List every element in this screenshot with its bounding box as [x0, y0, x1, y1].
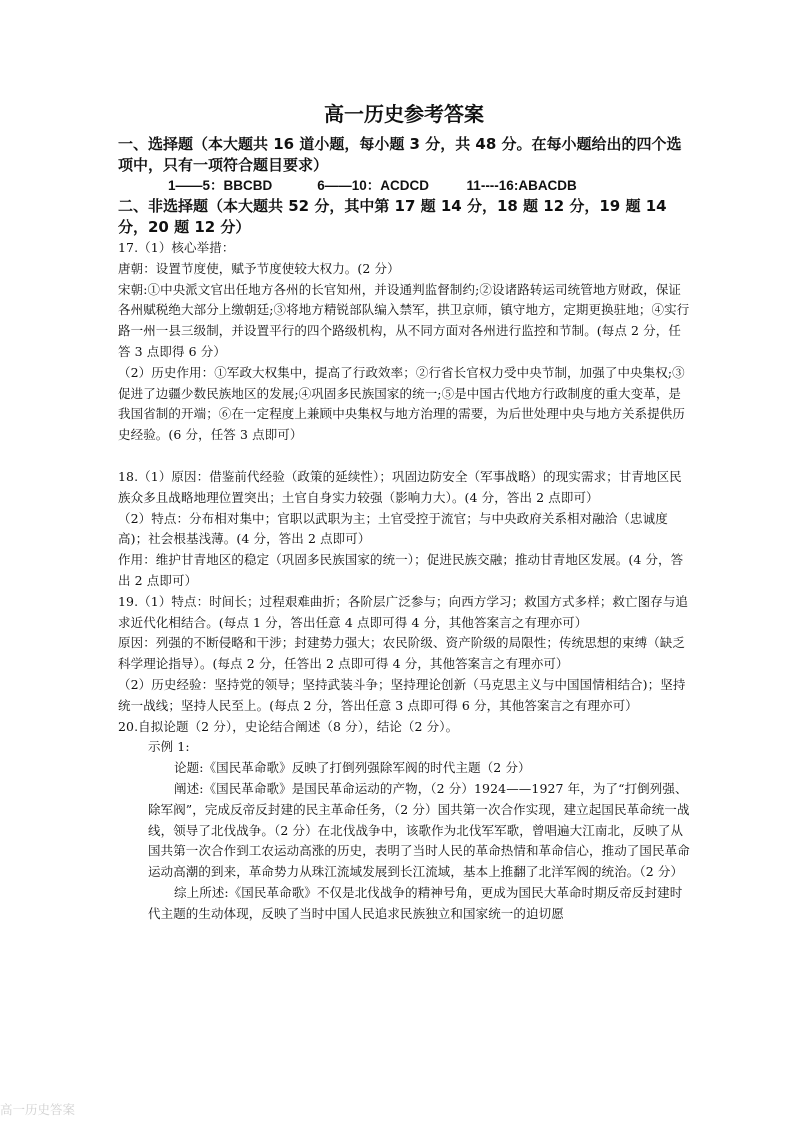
q17-tang-answer: 唐朝：设置节度使，赋予节度使较大权力。(2 分） [118, 260, 400, 276]
q20-thesis: 论题:《国民革命歌》反映了打倒列强除军阀的时代主题（2 分） [174, 760, 531, 776]
q19-part1-features: 19.（1）特点：时间长；过程艰难曲折；各阶层广泛参与；向西方学习；救国方式多样；救亡图存与追求近代化相结合。(每点 1 分，答出任意 4 点即可得 4 分，其他答案言之有理亦可） [118, 593, 689, 630]
q18-part2-effects: 作用：维护甘青地区的稳定（巩固多民族国家的统一）；促进民族交融；推动甘青地区发展。(4 分，答出 2 点即可） [118, 552, 684, 588]
q19-part2-answer: （2）历史经验：坚持党的领导；坚持武装斗争；坚持理论创新（马克思主义与中国国情相结合)；坚持统一战线；坚持人民至上。(每点 2 分，答出任意 3 点即可得 6 分，其他答案言之有理亦可） [118, 676, 686, 713]
q18-part2-features: （2）特点：分布相对集中；官职以武职为主；土官受控于流官；与中央政府关系相对融洽（忠诚度高)；社会根基浅薄。(4 分，答出 2 点即可） [118, 510, 668, 547]
q17-part2-answer: （2）历史作用：①军政大权集中，提高了行政效率；②行省长官权力受中央节制，加强了中央集权;③促进了边疆少数民族地区的发展;④巩固多民族国家的统一;⑤是中国古代地方行政制度的重大变革，是我国省制的开端；⑥在一定程度上兼顾中央集权与地方治理的需要，为后世处理中央与地方关系提供历史经验。(6 分，任答 3 点即可） [118, 364, 686, 443]
q19-part1-reasons: 原因：列强的不断侵略和干涉；封建势力强大；农民阶级、资产阶级的局限性；传统思想的束缚（缺乏科学理论指导）。(每点 2 分，任答出 2 点即可得 4 分，其他答案言之有理亦可） [118, 635, 686, 672]
q20-example-label: 示例 1: [148, 739, 190, 755]
q20-scoring: 20.自拟论题（2 分），史论结合阐述（8 分），结论（2 分）。 [118, 718, 459, 734]
q20-argument: 阐述:《国民革命歌》是国民革命运动的产物，（2 分）1924——1927 年，为了“打倒列强、除军阀”，完成反帝反封建的民主革命任务，（2 分）国共第一次合作实现，建立起国民革命统一战线，领导了北伐战争。（2 分）在北伐战争中，该歌作为北伐军军歌，曾唱遍大江南北，反映了从国共第一次合作到工农运动高涨的历史，表明了当时人民的革命热情和革命信心，推动了国民革命运动高潮的到来，革命势力从珠江流域发展到长江流域，基本上推翻了北洋军阀的统治。（2 分） [148, 780, 690, 880]
q17-song-answer: 宋朝:①中央派文官出任地方各州的长官知州，并设通判监督制约;②设诸路转运司统管地方财政，保证各州赋税绝大部分上缴朝廷;③将地方精锐部队编入禁军，拱卫京师，镇守地方，定期更换驻地；④实行路一州一县三级制，并设置平行的四个路级机构，从不同方面对各州进行监控和节制。(每点 2 分，任答 3 点即得 6 分） [118, 281, 690, 359]
page-title: 高一历史参考答案 [324, 102, 484, 126]
spacer [118, 446, 690, 467]
q17-part1-label: 17.（1）核心举措： [118, 240, 235, 255]
multiple-choice-answers: 1——5：BBCBD 6——10：ACDCD 11----16:ABACDB [168, 178, 577, 193]
q18-part1-answer: 18.（1）原因：借鉴前代经验（政策的延续性）；巩固边防安全（军事战略）的现实需求；甘青地区民族众多且战略地理位置突出；土官自身实力较强（影响力大）。(4 分，答出 2 点即可） [118, 468, 682, 505]
section1-heading: 一、选择题（本大题共 16 道小题，每小题 3 分，共 48 分。在每小题给出的四个选项中，只有一项符合题目要求） [118, 135, 682, 174]
page-footer: 高一历史答案 [0, 1102, 76, 1117]
q20-conclusion: 综上所述:《国民革命歌》不仅是北伐战争的精神号角，更成为国民大革命时期反帝反封建时代主题的生动体现，反映了当时中国人民追求民族独立和国家统一的迫切愿 [148, 884, 683, 921]
section2-heading: 二、非选择题（本大题共 52 分，其中第 17 题 14 分，18 题 12 分，19 题 14 分，20 题 12 分） [118, 197, 667, 236]
answer-document [118, 100, 690, 925]
